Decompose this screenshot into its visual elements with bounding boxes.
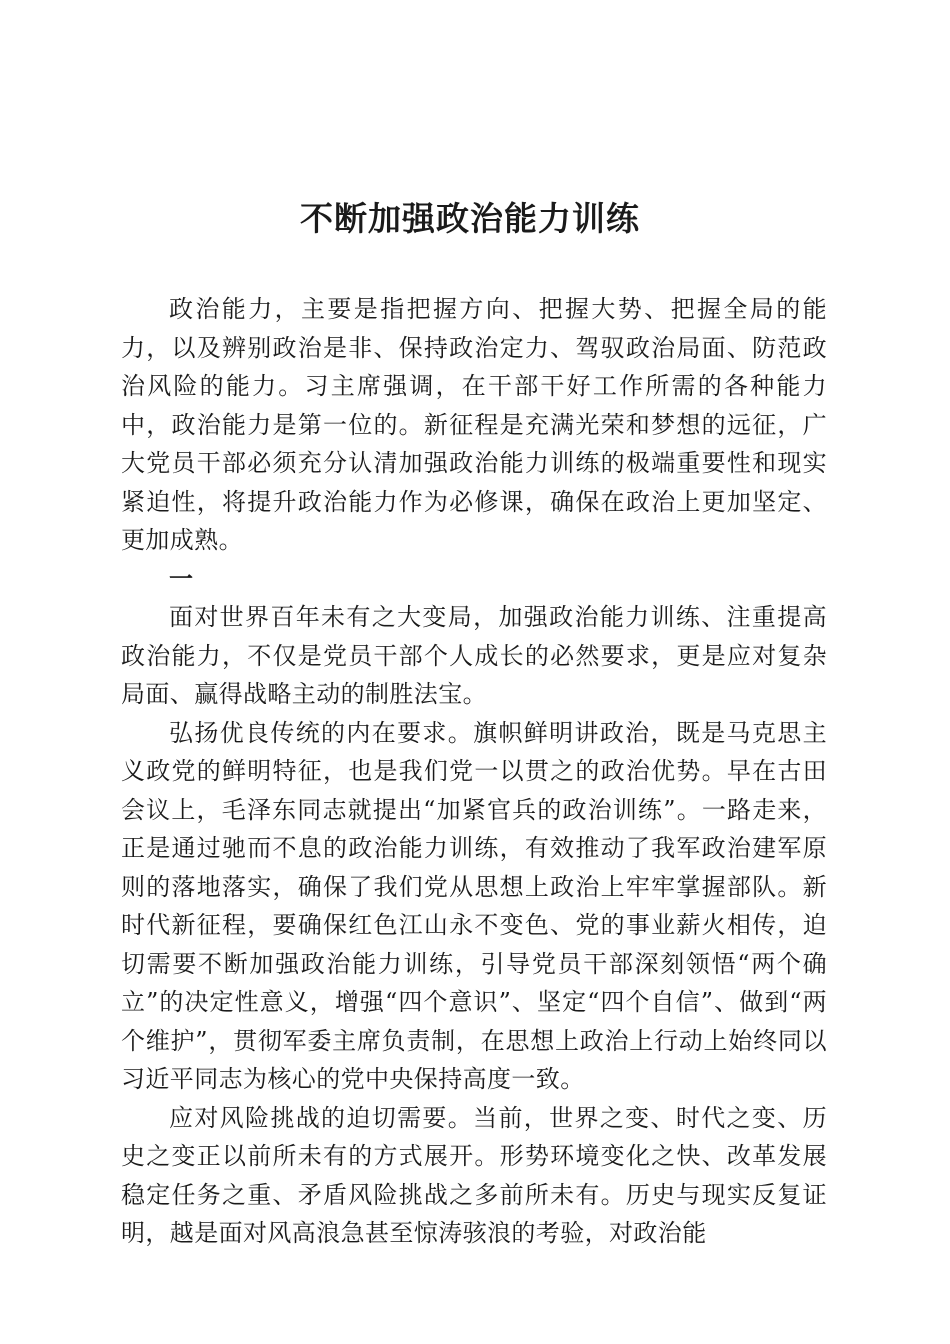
section-paragraph: 弘扬优良传统的内在要求。旗帜鲜明讲政治，既是马克思主义政党的鲜明特征，也是我们党一以贯之的政治优势。早在古田会议上，毛泽东同志就提出“加紧官兵的政治训练”。一路走来，正是通过驰而不息的政治能力训练，有效推动了我军政治建军原则的落地落实，确保了我们党从思想上政治上牢牢掌握部队。新时代新征程，要确保红色江山永不变色、党的事业薪火相传，迫切需要不断加强政治能力训练，引导党员干部深刻领悟“两个确立”的决定性意义，增强“四个意识”、坚定“四个自信”、做到“两个维护”，贯彻军委主席负责制，在思想上政治上行动上始终同以习近平同志为核心的党中央保持高度一致。	[121, 718, 827, 1093]
section-paragraph: 面对世界百年未有之大变局，加强政治能力训练、注重提高政治能力，不仅是党员干部个人成长的必然要求，更是应对复杂局面、赢得战略主动的制胜法宝。	[121, 603, 827, 708]
section-number: 一	[169, 563, 193, 593]
section-paragraph: 应对风险挑战的迫切需要。当前，世界之变、时代之变、历史之变正以前所未有的方式展开。形势环境变化之快、改革发展稳定任务之重、矛盾风险挑战之多前所未有。历史与现实反复证明，越是面对风高浪急甚至惊涛骇浪的考验，对政治能	[121, 1103, 827, 1247]
intro-paragraph: 政治能力，主要是指把握方向、把握大势、把握全局的能力，以及辨别政治是非、保持政治定力、驾驭政治局面、防范政治风险的能力。习主席强调，在干部干好工作所需的各种能力中，政治能力是第一位的。新征程是充满光荣和梦想的远征，广大党员干部必须充分认清加强政治能力训练的极端重要性和现实紧迫性，将提升政治能力作为必修课，确保在政治上更加坚定、更加成熟。	[121, 295, 827, 554]
document-body	[121, 290, 827, 1253]
document-title: 不断加强政治能力训练	[300, 199, 640, 238]
